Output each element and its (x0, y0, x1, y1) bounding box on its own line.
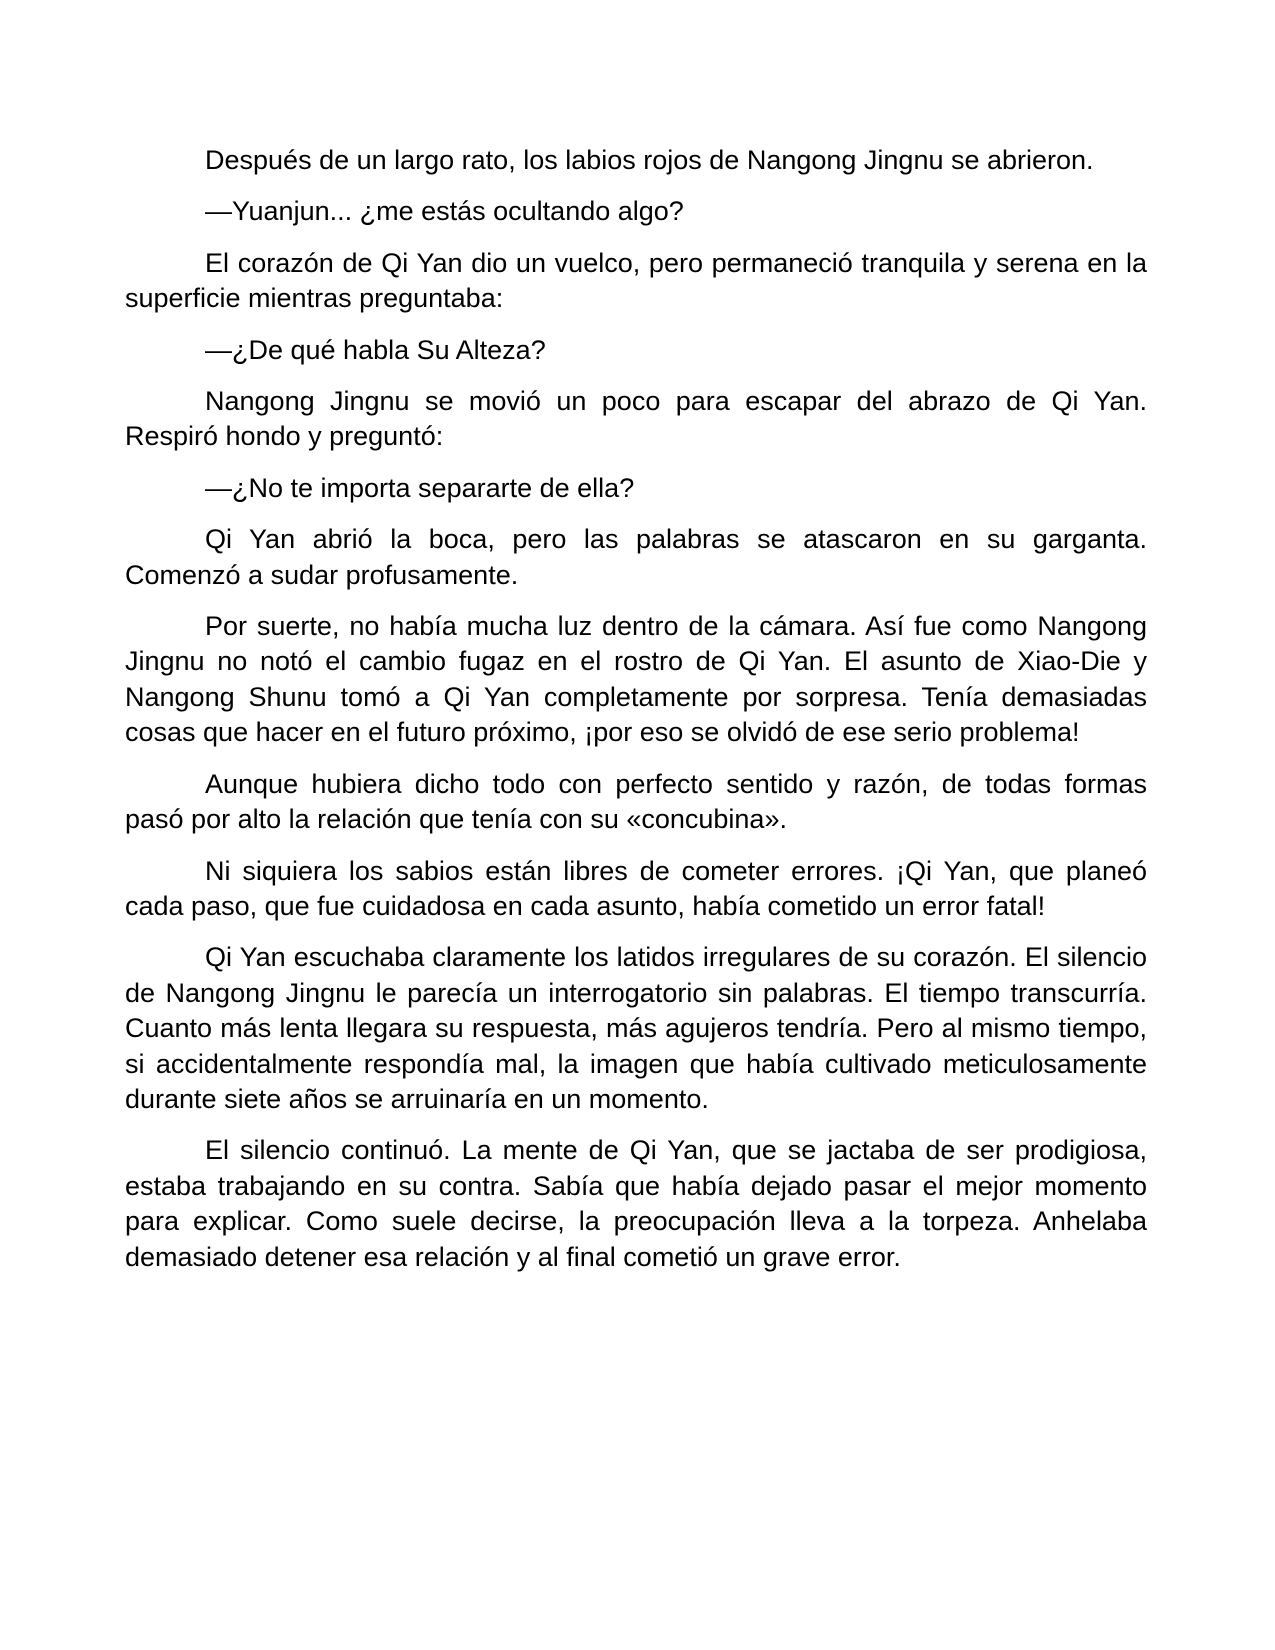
paragraph-4: —¿De qué habla Su Alteza? (205, 334, 546, 365)
paragraph-6: —¿No te importa separarte de ella? (205, 472, 635, 503)
paragraph-9: Aunque hubiera dicho todo con perfecto sentido y razón, de todas formas pasó por alto la relación que tenía con su «concubina». (125, 768, 1147, 835)
paragraph-7: Qi Yan abrió la boca, pero las palabras se atascaron en su garganta. Comenzó a sudar profusamente. (125, 524, 1147, 590)
paragraph-12: El silencio continuó. La mente de Qi Yan, que se jactaba de ser prodigiosa, estaba trabajando en su contra. Sabía que había dejado pasar el mejor momento para explicar. Como suele decirse, la preocupación lleva a la torpeza. Anhelaba demasiado detener esa relación y al final cometió un grave error. (125, 1135, 1147, 1272)
body-text (125, 143, 1147, 1291)
paragraph-5: Nangong Jingnu se movió un poco para escapar del abrazo de Qi Yan. Respiró hondo y preguntó: (125, 386, 1147, 452)
paragraph-1: Después de un largo rato, los labios rojos de Nangong Jingnu se abrieron. (205, 145, 1094, 175)
paragraph-11: Qi Yan escuchaba claramente los latidos irregulares de su corazón. El silencio de Nangong Jingnu le parecía un interrogatorio sin palabras. El tiempo transcurría. Cuanto más lenta llegara su respuesta, más agujeros tendría. Pero al mismo tiempo, si accidentalmente respondía mal, la imagen que había cultivado meticulosamente durante siete años se arruinaría en un momento. (125, 942, 1147, 1114)
paragraph-3: El corazón de Qi Yan dio un vuelco, pero permaneció tranquila y serena en la superficie mientras preguntaba: (125, 247, 1147, 314)
paragraph-2: —Yuanjun... ¿me estás ocultando algo? (205, 196, 684, 227)
paragraph-10: Ni siquiera los sabios están libres de cometer errores. ¡Qi Yan, que planeó cada paso, que fue cuidadosa en cada asunto, había cometido un error fatal! (125, 855, 1147, 921)
paragraph-8: Por suerte, no había mucha luz dentro de la cámara. Así fue como Nangong Jingnu no notó el cambio fugaz en el rostro de Qi Yan. El asunto de Xiao-Die y Nangong Shunu tomó a Qi Yan completamente por sorpresa. Tenía demasiadas cosas que hacer en el futuro próximo, ¡por eso se olvidó de ese serio problema! (125, 611, 1147, 748)
